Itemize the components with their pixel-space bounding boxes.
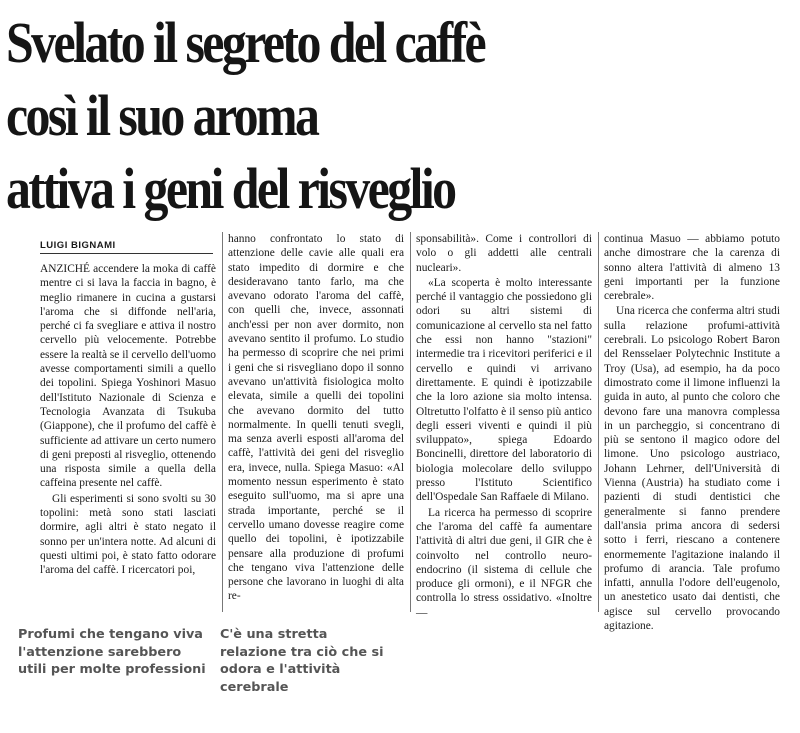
column-divider	[222, 232, 223, 612]
article-column-3	[416, 232, 592, 620]
author-byline: LUIGI BIGNAMI	[40, 240, 213, 254]
paragraph: hanno confrontato lo stato di attenzione delle cavie alle quali era stato impedito di dormire e che desideravano tanto farlo, ma che avevano odorato l'aroma del caffè, con quelli che, invece, assonnati anch'essi per non aver dormito, non avevano sentito il profumo. Lo studio ha permesso di scoprire che nei primi i geni che si risvegliano dopo il sonno avevano un'attività fisiologica molto elevata, simile a quelli dei topolini che avevano dormito del tutto normalmente. In quelli tenuti svegli, ma senza averli esposti all'aroma del caffè, l'attività dei geni del risveglio era, invece, nulla. Spiega Masuo: «Al momento nessun esperimento è stato eseguito sull'uomo, ma si apre una strada importante, perché se il cervello umano dovesse reagire come quello dei topolini, è ipotizzabile pensare alla produzione di profumi che tengano viva l'attenzione delle persone che lavorano in luoghi di alta re-	[228, 233, 404, 603]
headline	[6, 6, 485, 225]
headline-line-3: attiva i geni del risveglio	[6, 156, 455, 221]
column-divider	[410, 232, 411, 612]
pull-quote-2: C'è una stretta relazione tra ciò che si odora e l'attività cerebrale	[220, 627, 384, 695]
paragraph: ANZICHÉ accendere la moka di caffè mentre ci si lava la faccia in bagno, è meglio rimanere in cucina a gustarsi l'aroma che si diffonde nell'aria, perché ci fa svegliare e attiva il nostro cervello più velocemente. Potrebbe essere la realtà se il cervello dell'uomo avesse comportamenti simili a quello dei topolini. Spiega Yoshinori Masuo dell'Istituto Nazionale di Scienza e Tecnologia Avanzata di Tsukuba (Giappone), che il profumo del caffè è sufficiente ad attivare un certo numero di geni preposti al risveglio, ottenendo una risposta simile a quella della caffeina presente nel caffè.	[40, 263, 216, 490]
article-column-1	[40, 262, 216, 578]
article-column-4	[604, 232, 780, 633]
paragraph: continua Masuo — abbiamo potuto anche dimostrare che la carenza di sonno altera l'attività di almeno 13 geni importanti per la funzione cerebrale».	[604, 233, 780, 303]
pull-quote-1: Profumi che tengano viva l'attenzione sarebbero utili per molte professioni	[18, 627, 206, 677]
headline-line-2: così il suo aroma	[6, 83, 318, 148]
paragraph: Gli esperimenti si sono svolti su 30 topolini: metà sono stati lasciati dormire, agli altri è stato negato il sonno per un'intera notte. Ad alcuni di questi ultimi poi, è stato fatto odorare l'aroma del caffè. I ricercatori poi,	[40, 492, 216, 577]
column-divider	[598, 232, 599, 612]
paragraph: Una ricerca che conferma altri studi sulla relazione profumi-attività cerebrali. Lo psicologo Robert Baron del Rensselaer Polytechnic Institute a Troy (Usa), ad esempio, ha da poco dimostrato come il limone influenzi la guida in auto, al punto che coloro che devono fare una manovra complessa in un parcheggio, si concentrano di più se sentono il magico odore del limone. Uno psicologo austriaco, Johann Lehrner, dell'Università di Vienna (Austria) ha studiato come i pazienti di studi dentistici che generalmente si fanno prendere dall'ansia prima ancora di sedersi sotto i ferri, riescano a contenere enormemente l'agitazione inalando il profumo di arancia. Tale profumo infatti, annulla l'odore dell'eugenolo, un anestetico usato dai dentisti, che agisce sul cervello provocando agitazione.	[604, 305, 780, 633]
headline-line-1: Svelato il segreto del caffè	[6, 10, 485, 75]
article-column-2	[228, 232, 404, 604]
paragraph: sponsabilità». Come i controllori di volo o gli addetti alle centrali nucleari».	[416, 233, 592, 274]
paragraph: La ricerca ha permesso di scoprire che l'aroma del caffè fa aumentare l'attività di altri due geni, il GIR che è coinvolto nel controllo neuro-endocrino (il sistema di cellule che produce gli ormoni), e il NFGR che controlla lo stress ossidativo. «Inoltre —	[416, 506, 592, 619]
paragraph: «La scoperta è molto interessante perché il vantaggio che possiedono gli odori su altri sistemi di comunicazione al cervello sta nel fatto che essi non hanno "stazioni" intermedie tra i ricevitori periferici e il cervello e quindi vi arrivano direttamente. E quindi è ipotizzabile che la loro azione sia molto intensa. Oltretutto l'olfatto è il senso più antico degli esseri viventi e quindi il più sviluppato», spiega Edoardo Boncinelli, direttore del laboratorio di biologia molecolare dello sviluppo presso l'Istituto Scientifico dell'Ospedale San Raffaele di Milano.	[416, 276, 592, 504]
